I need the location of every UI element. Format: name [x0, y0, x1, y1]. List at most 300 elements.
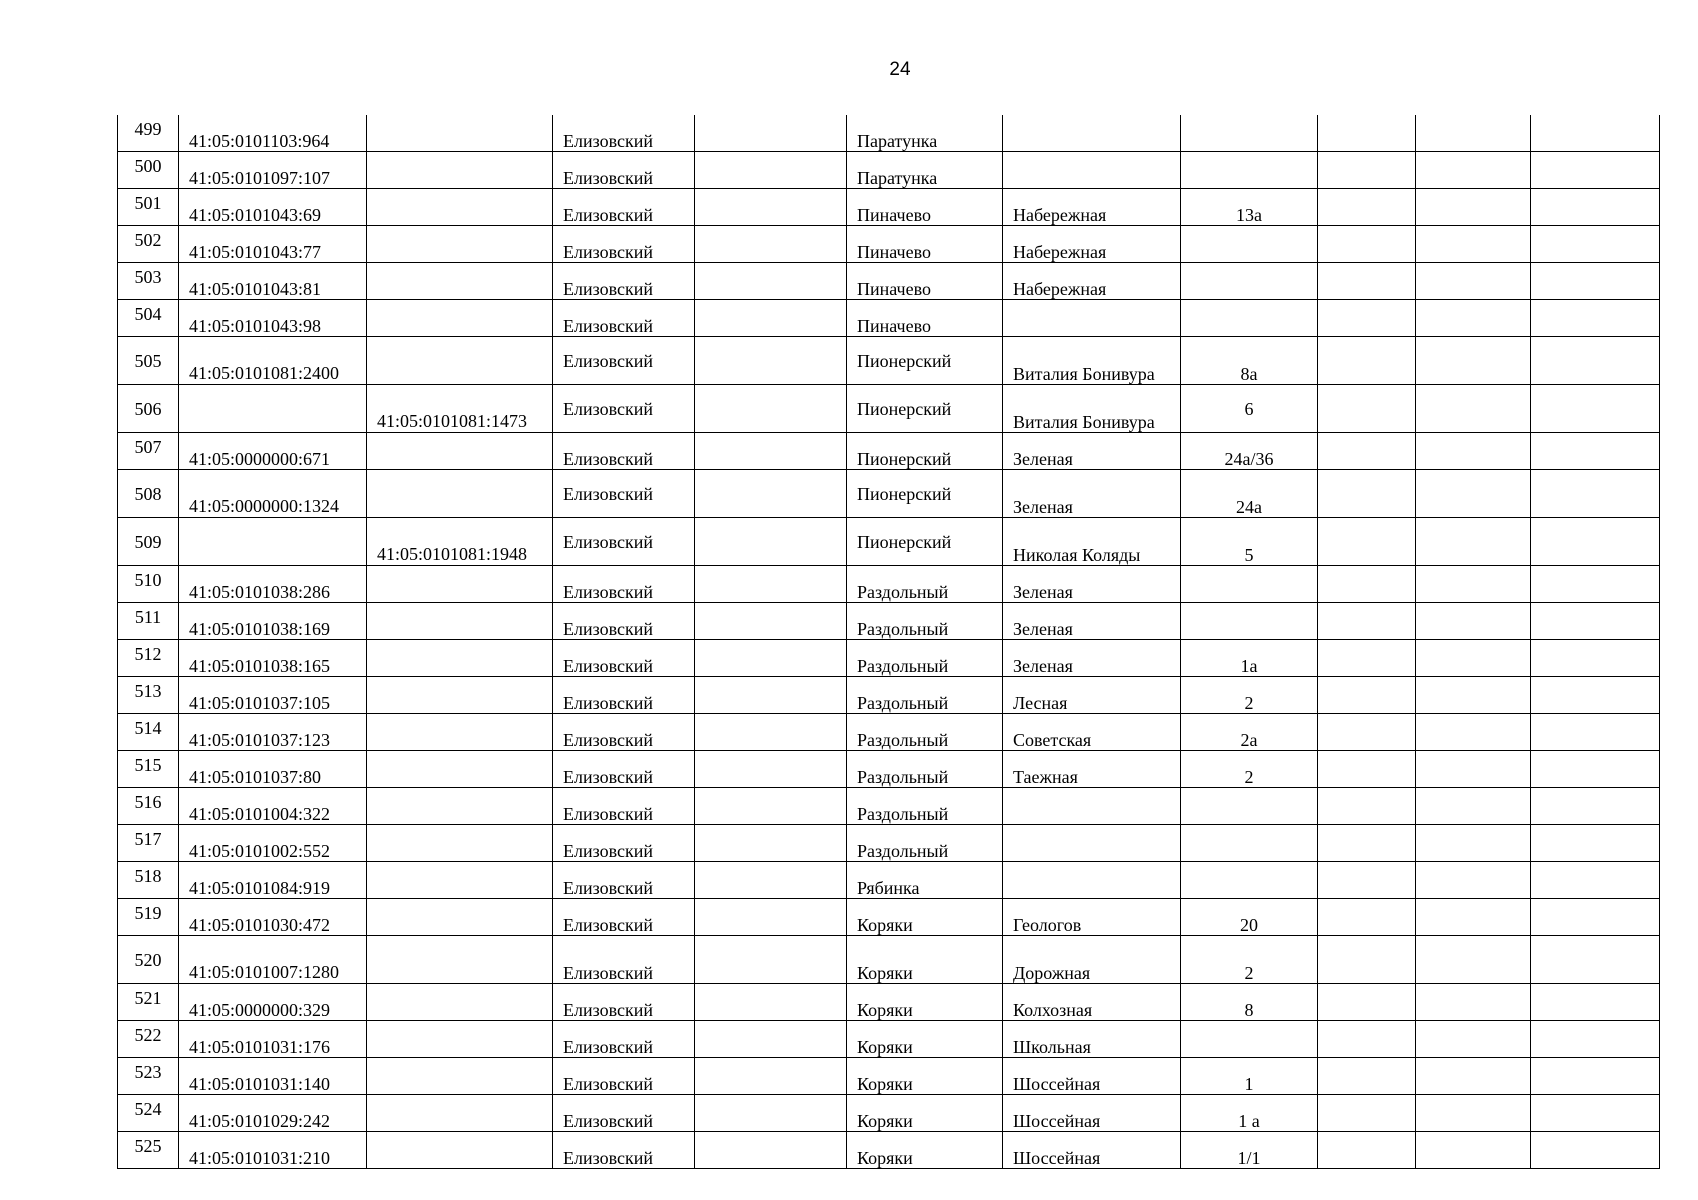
row-number-cell: 524 — [118, 1095, 179, 1132]
settlement-cell: Пионерский — [847, 337, 1003, 385]
table-row — [118, 899, 1660, 936]
street-cell: Колхозная — [1003, 984, 1181, 1021]
row-number-cell: 500 — [118, 152, 179, 189]
street-cell: Зеленая — [1003, 566, 1181, 603]
empty-cell — [1416, 677, 1531, 714]
cadastral-number-cell: 41:05:0101002:552 — [179, 825, 367, 862]
cadastral-number-cell: 41:05:0000000:1324 — [179, 470, 367, 518]
house-cell: 8 — [1181, 984, 1318, 1021]
district-cell: Елизовский — [553, 189, 695, 226]
cadastral-number-2-cell — [367, 1021, 553, 1058]
cadastral-number-cell: 41:05:0101038:169 — [179, 603, 367, 640]
empty-cell — [1531, 518, 1660, 566]
district-cell: Елизовский — [553, 566, 695, 603]
empty-cell — [695, 115, 847, 152]
empty-cell — [1531, 1095, 1660, 1132]
table-row — [118, 518, 1660, 566]
cadastral-number-2-cell — [367, 899, 553, 936]
row-number-cell: 518 — [118, 862, 179, 899]
empty-cell — [1531, 899, 1660, 936]
page-number: 24 — [889, 59, 911, 80]
table-row — [118, 1095, 1660, 1132]
empty-cell — [695, 640, 847, 677]
table-row — [118, 300, 1660, 337]
settlement-cell: Пионерский — [847, 433, 1003, 470]
cadastral-number-2-cell — [367, 300, 553, 337]
district-cell: Елизовский — [553, 899, 695, 936]
house-cell: 24а/36 — [1181, 433, 1318, 470]
empty-cell — [1416, 862, 1531, 899]
cadastral-number-cell: 41:05:0101004:322 — [179, 788, 367, 825]
empty-cell — [695, 337, 847, 385]
empty-cell — [695, 518, 847, 566]
row-number-cell: 525 — [118, 1132, 179, 1169]
cadastral-number-2-cell — [367, 470, 553, 518]
empty-cell — [1318, 385, 1416, 433]
row-number-cell: 511 — [118, 603, 179, 640]
district-cell: Елизовский — [553, 984, 695, 1021]
settlement-cell: Коряки — [847, 899, 1003, 936]
empty-cell — [1318, 1132, 1416, 1169]
empty-cell — [1531, 984, 1660, 1021]
empty-cell — [1416, 226, 1531, 263]
district-cell: Елизовский — [553, 603, 695, 640]
street-cell: Геологов — [1003, 899, 1181, 936]
table-row — [118, 152, 1660, 189]
house-cell — [1181, 115, 1318, 152]
empty-cell — [1318, 1021, 1416, 1058]
row-number-cell: 521 — [118, 984, 179, 1021]
row-number-cell: 523 — [118, 1058, 179, 1095]
cadastral-number-2-cell — [367, 115, 553, 152]
district-cell: Елизовский — [553, 470, 695, 518]
row-number-cell: 513 — [118, 677, 179, 714]
settlement-cell: Раздольный — [847, 825, 1003, 862]
cadastral-number-cell: 41:05:0101081:2400 — [179, 337, 367, 385]
house-cell: 1/1 — [1181, 1132, 1318, 1169]
empty-cell — [695, 189, 847, 226]
district-cell: Елизовский — [553, 152, 695, 189]
table-row — [118, 640, 1660, 677]
cadastral-number-cell: 41:05:0101043:81 — [179, 263, 367, 300]
empty-cell — [1531, 189, 1660, 226]
settlement-cell: Коряки — [847, 1058, 1003, 1095]
cadastral-number-2-cell — [367, 603, 553, 640]
cadastral-number-2-cell — [367, 433, 553, 470]
cadastral-number-2-cell — [367, 1095, 553, 1132]
empty-cell — [1531, 337, 1660, 385]
district-cell: Елизовский — [553, 337, 695, 385]
empty-cell — [695, 825, 847, 862]
cadastral-number-2-cell: 41:05:0101081:1948 — [367, 518, 553, 566]
empty-cell — [1416, 984, 1531, 1021]
empty-cell — [1318, 115, 1416, 152]
empty-cell — [1318, 226, 1416, 263]
house-cell: 8а — [1181, 337, 1318, 385]
row-number-cell: 510 — [118, 566, 179, 603]
empty-cell — [1531, 1132, 1660, 1169]
table-row — [118, 470, 1660, 518]
street-cell: Дорожная — [1003, 936, 1181, 984]
empty-cell — [695, 862, 847, 899]
empty-cell — [695, 226, 847, 263]
cadastral-number-2-cell — [367, 788, 553, 825]
empty-cell — [695, 677, 847, 714]
settlement-cell: Раздольный — [847, 714, 1003, 751]
empty-cell — [1531, 433, 1660, 470]
empty-cell — [1416, 385, 1531, 433]
empty-cell — [1416, 825, 1531, 862]
street-cell — [1003, 152, 1181, 189]
settlement-cell: Паратунка — [847, 115, 1003, 152]
table-row — [118, 433, 1660, 470]
cadastral-number-2-cell — [367, 984, 553, 1021]
empty-cell — [1318, 603, 1416, 640]
empty-cell — [695, 1058, 847, 1095]
empty-cell — [1318, 677, 1416, 714]
street-cell: Таежная — [1003, 751, 1181, 788]
district-cell: Елизовский — [553, 1021, 695, 1058]
empty-cell — [1531, 226, 1660, 263]
settlement-cell: Раздольный — [847, 788, 1003, 825]
district-cell: Елизовский — [553, 1095, 695, 1132]
table-row — [118, 566, 1660, 603]
cadastral-number-cell: 41:05:0101031:140 — [179, 1058, 367, 1095]
empty-cell — [695, 751, 847, 788]
settlement-cell: Пиначево — [847, 189, 1003, 226]
house-cell — [1181, 566, 1318, 603]
table-row — [118, 385, 1660, 433]
street-cell: Набережная — [1003, 226, 1181, 263]
empty-cell — [1318, 189, 1416, 226]
empty-cell — [1318, 825, 1416, 862]
empty-cell — [695, 603, 847, 640]
table-row — [118, 603, 1660, 640]
cadastral-number-cell: 41:05:0101043:77 — [179, 226, 367, 263]
empty-cell — [695, 433, 847, 470]
row-number-cell: 522 — [118, 1021, 179, 1058]
empty-cell — [1416, 1021, 1531, 1058]
house-cell — [1181, 263, 1318, 300]
row-number-cell: 499 — [118, 115, 179, 152]
empty-cell — [1318, 152, 1416, 189]
empty-cell — [1416, 1132, 1531, 1169]
row-number-cell: 504 — [118, 300, 179, 337]
house-cell — [1181, 788, 1318, 825]
row-number-cell: 501 — [118, 189, 179, 226]
cadastral-number-2-cell — [367, 640, 553, 677]
house-cell: 2 — [1181, 751, 1318, 788]
row-number-cell: 505 — [118, 337, 179, 385]
table-row — [118, 714, 1660, 751]
row-number-cell: 520 — [118, 936, 179, 984]
table-row — [118, 1021, 1660, 1058]
empty-cell — [695, 263, 847, 300]
empty-cell — [1416, 189, 1531, 226]
empty-cell — [1318, 751, 1416, 788]
empty-cell — [1416, 714, 1531, 751]
table-row — [118, 337, 1660, 385]
house-cell: 1 а — [1181, 1095, 1318, 1132]
settlement-cell: Коряки — [847, 1132, 1003, 1169]
cadastral-number-cell: 41:05:0101007:1280 — [179, 936, 367, 984]
street-cell: Советская — [1003, 714, 1181, 751]
table-row — [118, 677, 1660, 714]
district-cell: Елизовский — [553, 936, 695, 984]
empty-cell — [1531, 936, 1660, 984]
empty-cell — [1318, 566, 1416, 603]
district-cell: Елизовский — [553, 825, 695, 862]
street-cell — [1003, 300, 1181, 337]
house-cell: 2 — [1181, 677, 1318, 714]
district-cell: Елизовский — [553, 677, 695, 714]
cadastral-number-cell: 41:05:0101031:176 — [179, 1021, 367, 1058]
empty-cell — [1416, 115, 1531, 152]
empty-cell — [695, 300, 847, 337]
property-registry-table — [117, 115, 1660, 1169]
settlement-cell: Пионерский — [847, 518, 1003, 566]
empty-cell — [1416, 152, 1531, 189]
empty-cell — [1416, 899, 1531, 936]
cadastral-number-2-cell — [367, 751, 553, 788]
empty-cell — [1531, 1021, 1660, 1058]
row-number-cell: 502 — [118, 226, 179, 263]
cadastral-number-cell: 41:05:0101031:210 — [179, 1132, 367, 1169]
table-row — [118, 936, 1660, 984]
district-cell: Елизовский — [553, 518, 695, 566]
empty-cell — [1531, 714, 1660, 751]
row-number-cell: 516 — [118, 788, 179, 825]
empty-cell — [1531, 677, 1660, 714]
cadastral-number-cell: 41:05:0000000:671 — [179, 433, 367, 470]
empty-cell — [1416, 788, 1531, 825]
empty-cell — [1531, 385, 1660, 433]
district-cell: Елизовский — [553, 714, 695, 751]
empty-cell — [1416, 751, 1531, 788]
cadastral-number-2-cell — [367, 566, 553, 603]
empty-cell — [695, 984, 847, 1021]
cadastral-number-2-cell: 41:05:0101081:1473 — [367, 385, 553, 433]
district-cell: Елизовский — [553, 640, 695, 677]
empty-cell — [1318, 337, 1416, 385]
house-cell — [1181, 152, 1318, 189]
house-cell — [1181, 300, 1318, 337]
settlement-cell: Коряки — [847, 984, 1003, 1021]
district-cell: Елизовский — [553, 1132, 695, 1169]
empty-cell — [1318, 470, 1416, 518]
district-cell: Елизовский — [553, 115, 695, 152]
district-cell: Елизовский — [553, 1058, 695, 1095]
empty-cell — [1531, 603, 1660, 640]
settlement-cell: Раздольный — [847, 677, 1003, 714]
row-number-cell: 517 — [118, 825, 179, 862]
cadastral-number-2-cell — [367, 226, 553, 263]
settlement-cell: Рябинка — [847, 862, 1003, 899]
cadastral-number-2-cell — [367, 825, 553, 862]
empty-cell — [695, 152, 847, 189]
cadastral-number-2-cell — [367, 936, 553, 984]
table-row — [118, 825, 1660, 862]
settlement-cell: Паратунка — [847, 152, 1003, 189]
empty-cell — [1318, 433, 1416, 470]
empty-cell — [1416, 1058, 1531, 1095]
district-cell: Елизовский — [553, 300, 695, 337]
row-number-cell: 509 — [118, 518, 179, 566]
row-number-cell: 506 — [118, 385, 179, 433]
empty-cell — [1416, 566, 1531, 603]
empty-cell — [1531, 470, 1660, 518]
empty-cell — [1318, 936, 1416, 984]
table-row — [118, 751, 1660, 788]
house-cell: 2а — [1181, 714, 1318, 751]
street-cell: Шоссейная — [1003, 1095, 1181, 1132]
settlement-cell: Раздольный — [847, 566, 1003, 603]
settlement-cell: Раздольный — [847, 751, 1003, 788]
cadastral-number-2-cell — [367, 714, 553, 751]
empty-cell — [1318, 788, 1416, 825]
empty-cell — [1318, 1095, 1416, 1132]
empty-cell — [1531, 152, 1660, 189]
house-cell: 1 — [1181, 1058, 1318, 1095]
street-cell: Виталия Бонивура — [1003, 385, 1181, 433]
street-cell — [1003, 825, 1181, 862]
settlement-cell: Коряки — [847, 1021, 1003, 1058]
empty-cell — [695, 1095, 847, 1132]
district-cell: Елизовский — [553, 788, 695, 825]
empty-cell — [695, 1132, 847, 1169]
empty-cell — [1531, 263, 1660, 300]
district-cell: Елизовский — [553, 751, 695, 788]
table-row — [118, 263, 1660, 300]
cadastral-number-cell: 41:05:0101029:242 — [179, 1095, 367, 1132]
street-cell: Набережная — [1003, 263, 1181, 300]
row-number-cell: 519 — [118, 899, 179, 936]
cadastral-number-cell: 41:05:0101037:80 — [179, 751, 367, 788]
empty-cell — [1531, 788, 1660, 825]
settlement-cell: Коряки — [847, 1095, 1003, 1132]
empty-cell — [1531, 751, 1660, 788]
empty-cell — [1416, 300, 1531, 337]
settlement-cell: Пиначево — [847, 263, 1003, 300]
cadastral-number-2-cell — [367, 1058, 553, 1095]
empty-cell — [1416, 470, 1531, 518]
empty-cell — [1416, 518, 1531, 566]
table-row — [118, 115, 1660, 152]
street-cell: Зеленая — [1003, 640, 1181, 677]
cadastral-number-cell: 41:05:0101038:286 — [179, 566, 367, 603]
settlement-cell: Коряки — [847, 936, 1003, 984]
house-cell: 20 — [1181, 899, 1318, 936]
empty-cell — [1531, 862, 1660, 899]
cadastral-number-2-cell — [367, 1132, 553, 1169]
cadastral-number-2-cell — [367, 189, 553, 226]
cadastral-number-cell: 41:05:0101030:472 — [179, 899, 367, 936]
table-row — [118, 862, 1660, 899]
empty-cell — [1318, 899, 1416, 936]
house-cell: 5 — [1181, 518, 1318, 566]
house-cell: 24а — [1181, 470, 1318, 518]
row-number-cell: 512 — [118, 640, 179, 677]
settlement-cell: Раздольный — [847, 603, 1003, 640]
cadastral-number-cell: 41:05:0000000:329 — [179, 984, 367, 1021]
cadastral-number-cell: 41:05:0101038:165 — [179, 640, 367, 677]
settlement-cell: Раздольный — [847, 640, 1003, 677]
street-cell: Зеленая — [1003, 470, 1181, 518]
cadastral-number-cell: 41:05:0101097:107 — [179, 152, 367, 189]
empty-cell — [695, 899, 847, 936]
row-number-cell: 515 — [118, 751, 179, 788]
empty-cell — [695, 714, 847, 751]
cadastral-number-cell — [179, 385, 367, 433]
house-cell — [1181, 825, 1318, 862]
house-cell: 6 — [1181, 385, 1318, 433]
empty-cell — [1531, 300, 1660, 337]
district-cell: Елизовский — [553, 433, 695, 470]
cadastral-number-cell: 41:05:0101103:964 — [179, 115, 367, 152]
cadastral-number-2-cell — [367, 263, 553, 300]
table-row — [118, 1132, 1660, 1169]
cadastral-number-cell — [179, 518, 367, 566]
table-row — [118, 189, 1660, 226]
empty-cell — [1416, 1095, 1531, 1132]
empty-cell — [695, 788, 847, 825]
house-cell — [1181, 603, 1318, 640]
district-cell: Елизовский — [553, 385, 695, 433]
street-cell: Шоссейная — [1003, 1132, 1181, 1169]
cadastral-number-2-cell — [367, 677, 553, 714]
empty-cell — [695, 470, 847, 518]
street-cell: Виталия Бонивура — [1003, 337, 1181, 385]
house-cell: 13а — [1181, 189, 1318, 226]
empty-cell — [695, 1021, 847, 1058]
empty-cell — [695, 566, 847, 603]
table-row — [118, 1058, 1660, 1095]
empty-cell — [1531, 115, 1660, 152]
settlement-cell: Пионерский — [847, 385, 1003, 433]
street-cell: Лесная — [1003, 677, 1181, 714]
empty-cell — [1416, 640, 1531, 677]
empty-cell — [1318, 714, 1416, 751]
table-row — [118, 788, 1660, 825]
empty-cell — [695, 385, 847, 433]
street-cell — [1003, 862, 1181, 899]
empty-cell — [1531, 566, 1660, 603]
table-row — [118, 984, 1660, 1021]
district-cell: Елизовский — [553, 226, 695, 263]
settlement-cell: Пиначево — [847, 300, 1003, 337]
empty-cell — [1531, 825, 1660, 862]
cadastral-number-cell: 41:05:0101037:123 — [179, 714, 367, 751]
street-cell: Зеленая — [1003, 603, 1181, 640]
empty-cell — [695, 936, 847, 984]
street-cell: Набережная — [1003, 189, 1181, 226]
empty-cell — [1318, 300, 1416, 337]
district-cell: Елизовский — [553, 263, 695, 300]
empty-cell — [1318, 984, 1416, 1021]
empty-cell — [1416, 936, 1531, 984]
table-row — [118, 226, 1660, 263]
settlement-cell: Пиначево — [847, 226, 1003, 263]
house-cell — [1181, 862, 1318, 899]
street-cell: Школьная — [1003, 1021, 1181, 1058]
cadastral-number-cell: 41:05:0101043:69 — [179, 189, 367, 226]
row-number-cell: 514 — [118, 714, 179, 751]
street-cell: Николая Коляды — [1003, 518, 1181, 566]
cadastral-number-cell: 41:05:0101084:919 — [179, 862, 367, 899]
empty-cell — [1318, 862, 1416, 899]
row-number-cell: 507 — [118, 433, 179, 470]
cadastral-number-cell: 41:05:0101037:105 — [179, 677, 367, 714]
